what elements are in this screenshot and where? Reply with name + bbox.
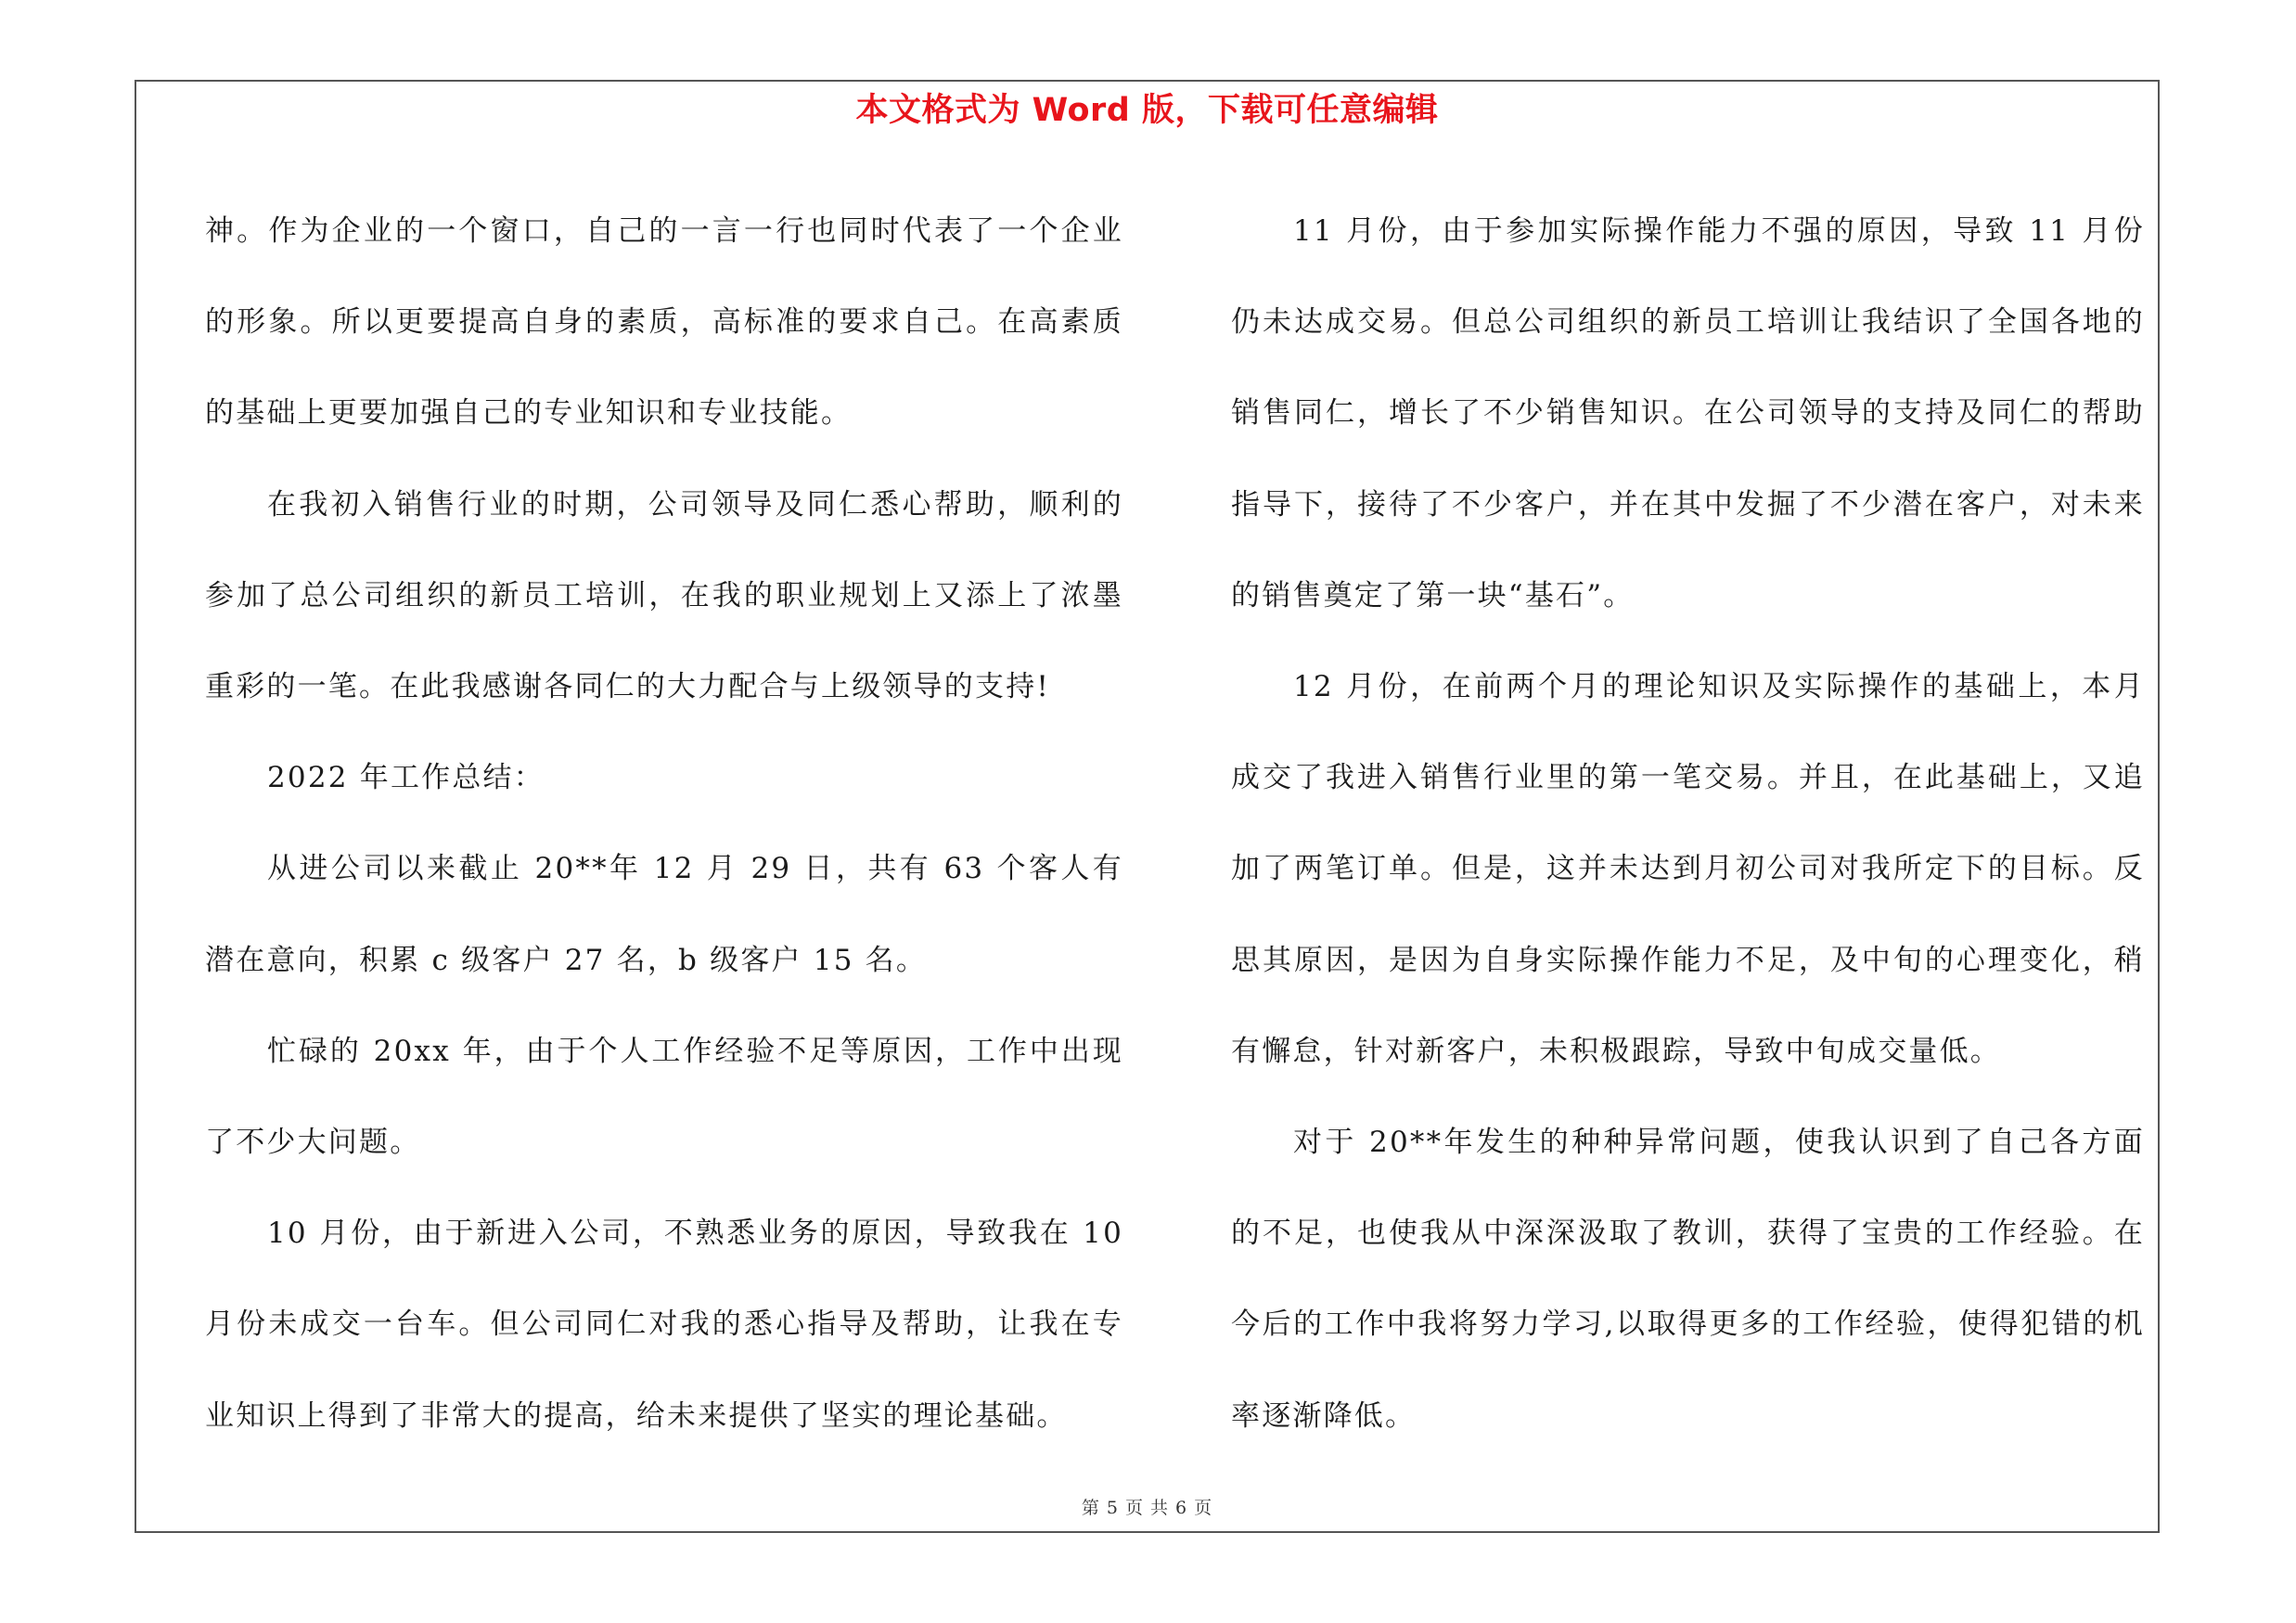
paragraph: 11 月份，由于参加实际操作能力不强的原因，导致 11 月份仍未达成交易。但总公司组织的新员工培训让我结识了全国各地的销售同仁，增长了不少销售知识。在公司领导的支持及同仁的帮助指导下，接待了不少客户，并在其中发掘了不少潜在客户，对未来的销售奠定了第一块“基石”。 — [1231, 214, 2145, 612]
word-format-banner: 本文格式为 Word 版，下载可任意编辑 — [855, 92, 1439, 129]
paragraph: 10 月份，由于新进入公司，不熟悉业务的原因，导致我在 10 月份未成交一台车。但公司同仁对我的悉心指导及帮助，让我在专业知识上得到了非常大的提高，给未来提供了坚实的理论基础。 — [205, 1217, 1123, 1433]
section-heading: 2022 年工作总结： — [267, 761, 545, 795]
left-column — [205, 186, 1123, 1462]
paragraph: 从进公司以来截止 20**年 12 月 29 日，共有 63 个客人有潜在意向，积累 c 级客户 27 名，b 级客户 15 名。 — [205, 852, 1123, 977]
paragraph: 对于 20**年发生的种种异常问题，使我认识到了自己各方面的不足，也使我从中深深汲取了教训，获得了宝贵的工作经验。在今后的工作中我将努力学习,以取得更多的工作经验，使得犯错的机率逐渐降低。 — [1231, 1126, 2145, 1433]
paragraph: 神。作为企业的一个窗口，自己的一言一行也同时代表了一个企业的形象。所以更要提高自身的素质，高标准的要求自己。在高素质的基础上更要加强自己的专业知识和专业技能。 — [205, 214, 1123, 431]
paragraph: 在我初入销售行业的时期，公司领导及同仁悉心帮助，顺利的参加了总公司组织的新员工培训，在我的职业规划上又添上了浓墨重彩的一笔。在此我感谢各同仁的大力配合与上级领导的支持! — [205, 487, 1123, 704]
right-column — [1231, 186, 2145, 1462]
paragraph: 忙碌的 20xx 年，由于个人工作经验不足等原因，工作中出现了不少大问题。 — [205, 1034, 1123, 1160]
paragraph: 12 月份，在前两个月的理论知识及实际操作的基础上，本月成交了我进入销售行业里的第一笔交易。并且，在此基础上，又追加了两笔订单。但是，这并未达到月初公司对我所定下的目标。反思其原因，是因为自身实际操作能力不足，及中旬的心理变化，稍有懈怠，针对新客户，未积极跟踪，导致中旬成交量低。 — [1231, 670, 2145, 1068]
page-number-footer: 第 5 页 共 6 页 — [1081, 1498, 1213, 1518]
page-frame — [135, 80, 2160, 1533]
